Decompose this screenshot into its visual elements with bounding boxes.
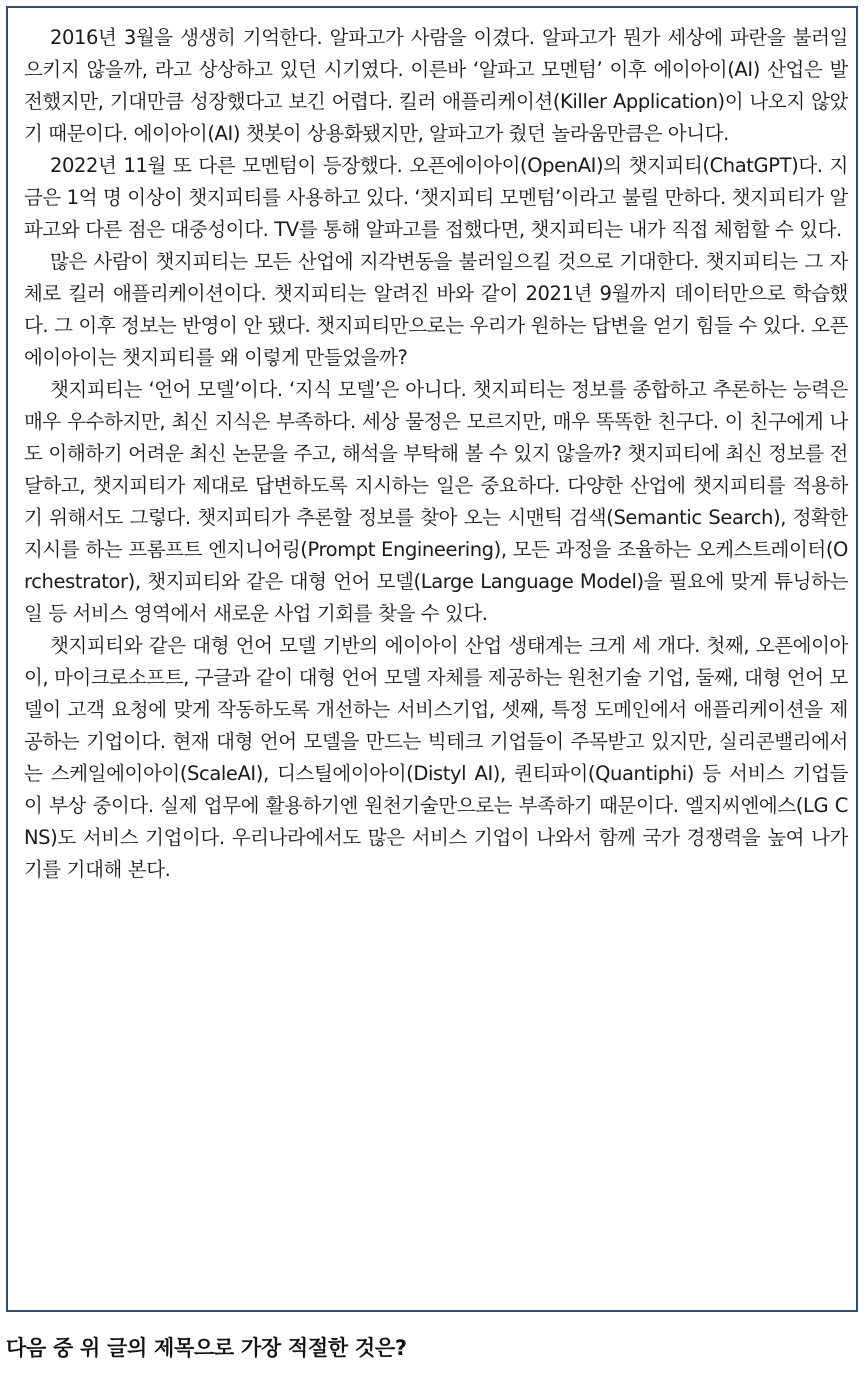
paragraph-2: 2022년 11월 또 다른 모멘텀이 등장했다. 오픈에이아이(OpenAI)의 챗지피티(ChatGPT)다. 지금은 1억 명 이상이 챗지피티를 사용하고 있다. ‘챗지피티 모멘텀’이라고 불릴 만하다. 챗지피티가 알파고와 다른 점은 대중성이다. TV를 통해 알파고를 접했다면, 챗지피티는 내가 직접 체험할 수 있다. bbox=[24, 154, 848, 241]
paragraph-1: 2016년 3월을 생생히 기억한다. 알파고가 사람을 이겼다. 알파고가 뭔가 세상에 파란을 불러일으키지 않을까, 라고 상상하고 있던 시기였다. 이른바 ‘알파고 모멘텀’ 이후 에이아이(AI) 산업은 발전했지만, 기대만큼 성장했다고 보긴 어렵다. 킬러 애플리케이션(Killer Application)이 나오지 않았기 때문이다. 에이아이(AI) 챗봇이 상용화됐지만, 알파고가 줬던 놀라움만큼은 아니다. bbox=[24, 26, 848, 145]
passage-box bbox=[6, 6, 858, 1312]
paragraph-5: 챗지피티와 같은 대형 언어 모델 기반의 에이아이 산업 생태계는 크게 세 개다. 첫째, 오픈에이아이, 마이크로소프트, 구글과 같이 대형 언어 모델 자체를 제공하는 원천기술 기업, 둘째, 대형 언어 모델이 고객 요청에 맞게 작동하도록 개선하는 서비스기업, 셋째, 특정 도메인에서 애플리케이션을 제공하는 기업이다. 현재 대형 언어 모델을 만드는 빅테크 기업들이 주목받고 있지만, 실리콘밸리에서는 스케일에이아이(ScaleAI), 디스틸에이아이(Distyl AI), 퀀티파이(Quantiphi) 등 서비스 기업들이 부상 중이다. 실제 업무에 활용하기엔 원천기술만으로는 부족하기 때문이다. 엘지씨엔에스(LG CNS)도 서비스 기업이다. 우리나라에서도 많은 서비스 기업이 나와서 함께 국가 경쟁력을 높여 나가기를 기대해 본다. bbox=[24, 634, 848, 881]
question-prompt: 다음 중 위 글의 제목으로 가장 적절한 것은? bbox=[6, 1336, 407, 1360]
paragraph-4: 챗지피티는 ‘언어 모델’이다. ‘지식 모델’은 아니다. 챗지피티는 정보를 종합하고 추론하는 능력은 매우 우수하지만, 최신 지식은 부족하다. 세상 물정은 모르지만, 매우 똑똑한 친구다. 이 친구에게 나도 이해하기 어려운 최신 논문을 주고, 해석을 부탁해 볼 수 있지 않을까? 챗지피티에 최신 정보를 전달하고, 챗지피티가 제대로 답변하도록 지시하는 일은 중요하다. 다양한 산업에 챗지피티를 적용하기 위해서도 그렇다. 챗지피티가 추론할 정보를 찾아 오는 시맨틱 검색(Semantic Search), 정확한 지시를 하는 프롬프트 엔지니어링(Prompt Engineering), 모든 과정을 조율하는 오케스트레이터(Orchestrator), 챗지피티와 같은 대형 언어 모델(Large Language Model)을 필요에 맞게 튜닝하는 일 등 서비스 영역에서 새로운 사업 기회를 찾을 수 있다. bbox=[24, 378, 848, 625]
paragraph-3: 많은 사람이 챗지피티는 모든 산업에 지각변동을 불러일으킬 것으로 기대한다. 챗지피티는 그 자체로 킬러 애플리케이션이다. 챗지피티는 알려진 바와 같이 2021년 9월까지 데이터만으로 학습했다. 그 이후 정보는 반영이 안 됐다. 챗지피티만으로는 우리가 원하는 답변을 얻기 힘들 수 있다. 오픈에이아이는 챗지피티를 왜 이렇게 만들었을까? bbox=[24, 250, 848, 369]
